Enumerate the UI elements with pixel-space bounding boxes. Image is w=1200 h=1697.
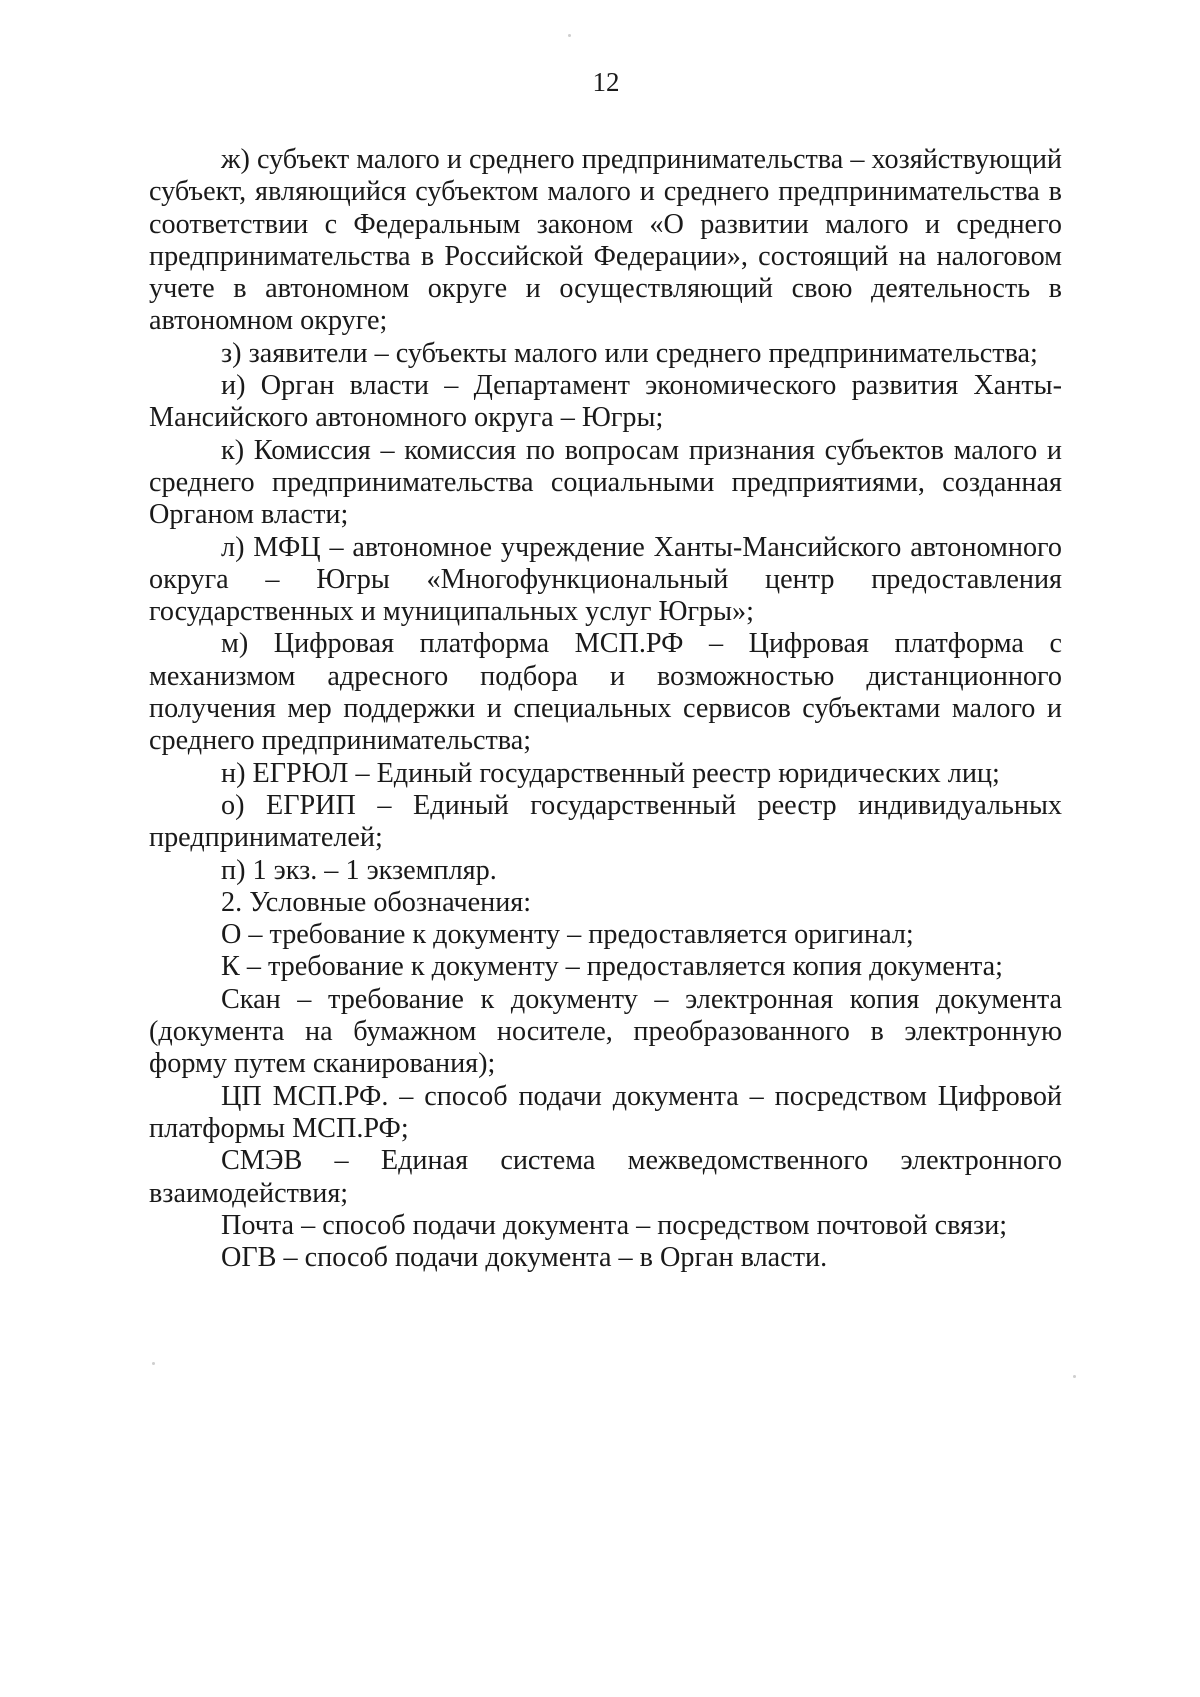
definition-p: п) 1 экз. – 1 экземпляр. [221,854,497,886]
symbol-post: Почта – способ подачи документа – посредством почтовой связи; [221,1209,1008,1241]
symbol-scan: Скан – требование к документу – электронная копия документа (документа на бумажном носителе, преобразованного в электронную форму путем сканирования); [149,983,1062,1080]
definition-l: л) МФЦ – автономное учреждение Ханты-Мансийского автономного округа – Югры «Многофункциональный центр предоставления государственных и муниципальных услуг Югры»; [149,531,1062,628]
section-heading: 2. Условные обозначения: [221,886,532,918]
symbol-cp-msp: ЦП МСП.РФ. – способ подачи документа – посредством Цифровой платформы МСП.РФ; [149,1080,1062,1144]
scan-speck [152,1362,155,1365]
page-number: 12 [592,67,620,97]
definition-i: и) Орган власти – Департамент экономического развития Ханты-Мансийского автономного округа – Югры; [149,370,1062,434]
definition-z: з) заявители – субъекты малого или среднего предпринимательства; [221,337,1038,369]
symbol-smev: СМЭВ – Единая система межведомственного электронного взаимодействия; [149,1145,1062,1209]
symbol-k: К – требование к документу – предоставляется копия документа; [221,951,1003,983]
definition-k: к) Комиссия – комиссия по вопросам признания субъектов малого и среднего предпринимательства социальными предприятиями, созданная Органом власти; [149,434,1062,531]
symbol-o: О – требование к документу – предоставляется оригинал; [221,919,914,951]
scan-speck [568,34,571,37]
definition-o: о) ЕГРИП – Единый государственный реестр индивидуальных предпринимателей; [149,789,1062,854]
scan-speck [1073,1375,1076,1378]
definition-m: м) Цифровая платформа МСП.РФ – Цифровая платформа с механизмом адресного подбора и возможностью дистанционного получения мер поддержки и специальных сервисов субъектами малого и среднего предпринимательства; [149,628,1062,757]
definition-n: н) ЕГРЮЛ – Единый государственный реестр юридических лиц; [221,757,1000,789]
document-body [149,144,1062,1274]
definition-zh: ж) субъект малого и среднего предпринимательства – хозяйствующий субъект, являющийся субъектом малого и среднего предпринимательства в соответствии с Федеральным законом «О развитии малого и среднего предпринимательства в Российской Федерации», состоящий на налоговом учете в автономном округе и осуществляющий свою деятельность в автономном округе; [149,144,1062,337]
symbol-ogv: ОГВ – способ подачи документа – в Орган власти. [221,1242,828,1274]
